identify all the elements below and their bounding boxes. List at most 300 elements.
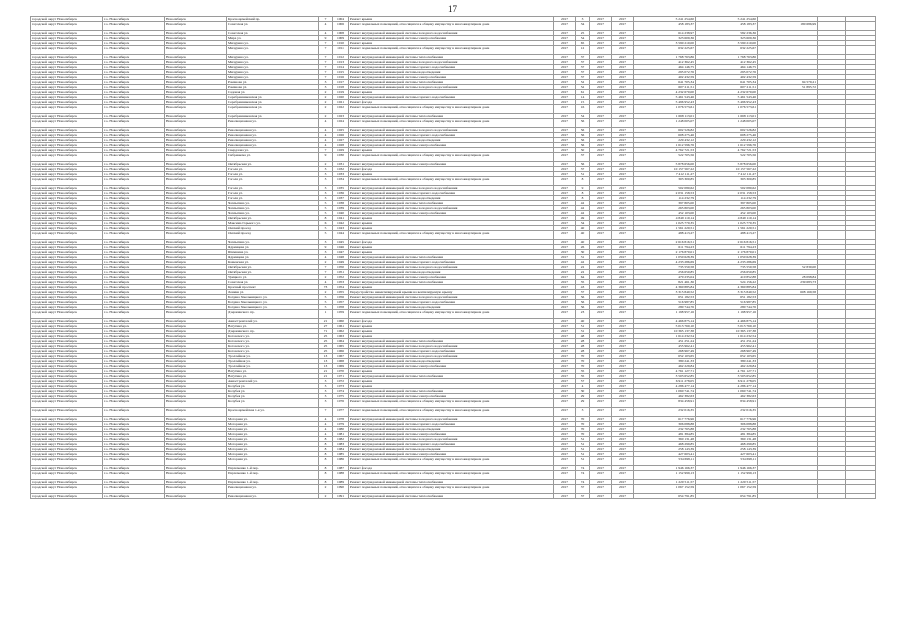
cell-sum-fund: 1 248 005,07	[696, 119, 758, 128]
cell-count: 26	[576, 245, 590, 250]
cell-year-start: 2017	[590, 280, 612, 285]
cell-area: городской округ Новосибирск	[31, 80, 103, 85]
cell-sum-fund: 1 614 232,54	[696, 334, 758, 339]
cell-work: Ремонт фасада	[349, 319, 554, 324]
cell-sum: 10 157 567,22	[634, 167, 696, 172]
cell-sum: 1 076 573,61	[634, 105, 696, 114]
cell-street: Омский проезд	[227, 231, 319, 240]
cell-year: 2017	[554, 138, 576, 143]
cell-sum-fund: 1 220 511,57	[696, 480, 758, 485]
cell-city: г.о. Новосибирск	[103, 319, 165, 324]
cell-id: 1088	[333, 471, 349, 480]
cell-sum-fund: 1 561 220,51	[696, 226, 758, 231]
cell-count: 42	[576, 201, 590, 206]
cell-count: 40	[576, 319, 590, 324]
cell-work: Ремонт внутридомовой инженерной системы электроснабжения	[349, 211, 554, 216]
cell-count: 40	[576, 240, 590, 245]
cell-year: 2017	[554, 466, 576, 471]
cell-year-end: 2017	[612, 31, 634, 36]
cell-year-start: 2017	[590, 349, 612, 354]
cell-sum: 651 182,53	[634, 295, 696, 300]
cell-house: 4	[319, 138, 333, 143]
cell-year: 2017	[554, 245, 576, 250]
cell-year: 2017	[554, 349, 576, 354]
cell-year-end: 2017	[612, 364, 634, 369]
cell-area: городской округ Новосибирск	[31, 22, 103, 31]
table-row	[31, 485, 876, 494]
cell-year-start: 2017	[590, 133, 612, 138]
cell-work: Ремонт подвальных помещений, относящихся к общему имуществу в многоквартирном доме	[349, 46, 554, 55]
cell-house: 27	[319, 324, 333, 329]
cell-year-end: 2017	[612, 191, 634, 196]
cell-count: 3	[576, 408, 590, 417]
cell-year-end: 2017	[612, 379, 634, 384]
cell-sum-extra	[758, 494, 818, 499]
cell-city: г.о. Новосибирск	[103, 339, 165, 344]
cell-house: 4	[319, 427, 333, 432]
cell-work: Ремонт крыши	[349, 17, 554, 22]
cell-street: Богдана Хмельницкого ул.	[227, 295, 319, 300]
cell-district: Новосибирск	[165, 432, 227, 437]
cell-city: г.о. Новосибирск	[103, 494, 165, 499]
cell-area: городской округ Новосибирск	[31, 437, 103, 442]
cell-year-end: 2017	[612, 186, 634, 191]
cell-house: 7	[319, 148, 333, 153]
cell-work: Ремонт внутридомовой инженерной системы теплоснабжения	[349, 339, 554, 344]
cell-district: Новосибирск	[165, 153, 227, 162]
cell-id: 1012	[333, 55, 349, 60]
cell-year: 2017	[554, 211, 576, 216]
cell-street: Мичурина ул.	[227, 41, 319, 46]
cell-sum: 5 461 543,46	[634, 95, 696, 100]
cell-count: 56	[576, 305, 590, 310]
cell-year-start: 2017	[590, 201, 612, 206]
cell-empty	[818, 399, 846, 408]
cell-year-end: 2017	[612, 240, 634, 245]
cell-area: городской округ Новосибирск	[31, 457, 103, 466]
cell-house: 7	[319, 70, 333, 75]
cell-id: 1006	[333, 22, 349, 31]
cell-sum-fund: 452 103,00	[696, 211, 758, 216]
cell-district: Новосибирск	[165, 364, 227, 369]
cell-sum-fund: 524 156,22	[696, 280, 758, 285]
cell-house: 73	[319, 285, 333, 290]
cell-year-end: 2017	[612, 260, 634, 265]
cell-street: Чаплыгина ул.	[227, 201, 319, 206]
cell-sum: 617 776,96	[634, 417, 696, 422]
cell-city: г.о. Новосибирск	[103, 417, 165, 422]
cell-year: 2017	[554, 167, 576, 172]
cell-id: 1042	[333, 221, 349, 226]
cell-sum: 1 768 763,86	[634, 55, 696, 60]
cell-area: городской округ Новосибирск	[31, 452, 103, 457]
cell-year-start: 2017	[590, 339, 612, 344]
cell-district: Новосибирск	[165, 85, 227, 90]
cell-id: 1029	[333, 148, 349, 153]
cell-sum-extra: 608 169,58	[758, 290, 818, 295]
cell-city: г.о. Новосибирск	[103, 285, 165, 290]
cell-id: 1014	[333, 65, 349, 70]
cell-city: г.о. Новосибирск	[103, 172, 165, 177]
cell-city: г.о. Новосибирск	[103, 270, 165, 275]
cell-city: г.о. Новосибирск	[103, 100, 165, 105]
cell-district: Новосибирск	[165, 245, 227, 250]
cell-year-end: 2017	[612, 442, 634, 447]
cell-sum-fund: 4 286 477,14	[696, 384, 758, 389]
cell-year-start: 2017	[590, 285, 612, 290]
cell-year-start: 2017	[590, 319, 612, 324]
cell-id: 1011	[333, 46, 349, 55]
cell-area: городской округ Новосибирск	[31, 216, 103, 221]
cell-district: Новосибирск	[165, 399, 227, 408]
cell-year-start: 2017	[590, 196, 612, 201]
cell-year: 2017	[554, 65, 576, 70]
cell-area: городской округ Новосибирск	[31, 379, 103, 384]
cell-year-end: 2017	[612, 329, 634, 334]
cell-count: 51	[576, 452, 590, 457]
cell-sum-fund: 2 031 158,53	[696, 191, 758, 196]
cell-sum-fund: 1 067 152,59	[696, 485, 758, 494]
cell-area: городской округ Новосибирск	[31, 226, 103, 231]
cell-district: Новосибирск	[165, 437, 227, 442]
cell-district: Новосибирск	[165, 310, 227, 319]
cell-empty	[818, 231, 846, 240]
cell-year: 2017	[554, 324, 576, 329]
cell-year-start: 2017	[590, 153, 612, 162]
cell-sum: 1 946 166,37	[634, 466, 696, 471]
cell-city: г.о. Новосибирск	[103, 148, 165, 153]
cell-street: Троллейная ул.	[227, 359, 319, 364]
cell-city: г.о. Новосибирск	[103, 379, 165, 384]
cell-sum: 3 590 210,00	[634, 41, 696, 46]
cell-city: г.о. Новосибирск	[103, 427, 165, 432]
cell-street: Октябрьская ул.	[227, 162, 319, 167]
cell-sum: 3 315 840,52	[634, 290, 696, 295]
cell-house: 5	[319, 300, 333, 305]
cell-city: г.о. Новосибирск	[103, 310, 165, 319]
cell-year-start: 2017	[590, 245, 612, 250]
cell-street: Революционная ул.	[227, 138, 319, 143]
cell-sum-fund: 1 050 628,39	[696, 255, 758, 260]
cell-count: 3	[576, 17, 590, 22]
cell-sum-fund: 4 232 670,00	[696, 90, 758, 95]
cell-house: 8	[319, 480, 333, 485]
cell-count: 35	[576, 369, 590, 374]
cell-sum: 452 103,00	[634, 211, 696, 216]
cell-year-start: 2017	[590, 186, 612, 191]
cell-sum-fund: 502 080,62	[696, 186, 758, 191]
cell-sum: 4 466 875,14	[634, 319, 696, 324]
cell-area: городской округ Новосибирск	[31, 422, 103, 427]
cell-area: городской округ Новосибирск	[31, 480, 103, 485]
cell-area: городской округ Новосибирск	[31, 65, 103, 70]
cell-year-start: 2017	[590, 354, 612, 359]
cell-street: Мичурина ул.	[227, 65, 319, 70]
cell-house: 3	[319, 384, 333, 389]
cell-year-start: 2017	[590, 85, 612, 90]
cell-year: 2017	[554, 471, 576, 480]
cell-city: г.о. Новосибирск	[103, 485, 165, 494]
cell-sum: 232 016,35	[634, 408, 696, 417]
cell-year: 2017	[554, 408, 576, 417]
cell-street: Шамшина ул.	[227, 250, 319, 255]
cell-year-start: 2017	[590, 310, 612, 319]
cell-id: 1033	[333, 172, 349, 177]
cell-house: 8	[319, 452, 333, 457]
cell-year-start: 2017	[590, 31, 612, 36]
cell-area: городской округ Новосибирск	[31, 177, 103, 186]
cell-year-end: 2017	[612, 399, 634, 408]
cell-street: Серебренниковская ул.	[227, 100, 319, 105]
cell-sum-fund: 458 183,37	[696, 22, 758, 31]
cell-year-end: 2017	[612, 334, 634, 339]
cell-id: 1027	[333, 138, 349, 143]
cell-district: Новосибирск	[165, 319, 227, 324]
cell-sum-fund: 1 060 741,74	[696, 389, 758, 394]
cell-house: 4	[319, 422, 333, 427]
cell-district: Новосибирск	[165, 128, 227, 133]
cell-area: городской округ Новосибирск	[31, 364, 103, 369]
cell-year-start: 2017	[590, 55, 612, 60]
table-row	[31, 22, 876, 31]
cell-work: Ремонт крыши	[349, 379, 554, 384]
cell-area: городской округ Новосибирск	[31, 334, 103, 339]
cell-area: городской округ Новосибирск	[31, 394, 103, 399]
cell-year: 2017	[554, 206, 576, 211]
cell-district: Новосибирск	[165, 41, 227, 46]
cell-year: 2017	[554, 399, 576, 408]
cell-city: г.о. Новосибирск	[103, 389, 165, 394]
cell-district: Новосибирск	[165, 480, 227, 485]
cell-house: 4	[319, 417, 333, 422]
cell-area: городской округ Новосибирск	[31, 196, 103, 201]
cell-id: 1075	[333, 394, 349, 399]
cell-id: 1064	[333, 339, 349, 344]
cell-area: городской округ Новосибирск	[31, 389, 103, 394]
cell-city: г.о. Новосибирск	[103, 41, 165, 46]
cell-year: 2017	[554, 46, 576, 55]
cell-id: 1074	[333, 389, 349, 394]
cell-house: 25	[319, 344, 333, 349]
cell-sum-extra: 51 895,72	[758, 85, 818, 90]
cell-year-end: 2017	[612, 447, 634, 452]
cell-area: городской округ Новосибирск	[31, 172, 103, 177]
cell-district: Новосибирск	[165, 80, 227, 85]
cell-sum: 2 176 870,01	[634, 250, 696, 255]
cell-house: 2	[319, 494, 333, 499]
cell-street: Мичурина ул.	[227, 75, 319, 80]
cell-work: Ремонт крыши	[349, 226, 554, 231]
cell-empty	[818, 46, 846, 55]
cell-area: городской округ Новосибирск	[31, 167, 103, 172]
cell-area: городской округ Новосибирск	[31, 280, 103, 285]
cell-year-start: 2017	[590, 324, 612, 329]
cell-street: Ватутина ул.	[227, 369, 319, 374]
cell-work: Ремонт внутридомовой инженерной системы электроснабжения	[349, 75, 554, 80]
cell-id: 1019	[333, 90, 349, 95]
cell-year: 2017	[554, 177, 576, 186]
cell-sum: 6 911 278,05	[634, 379, 696, 384]
cell-year-start: 2017	[590, 260, 612, 265]
cell-district: Новосибирск	[165, 369, 227, 374]
cell-sum-fund: 258 143,39	[696, 447, 758, 452]
cell-year-start: 2017	[590, 172, 612, 177]
cell-area: городской округ Новосибирск	[31, 95, 103, 100]
cell-id: 1035	[333, 186, 349, 191]
cell-house: 7	[319, 408, 333, 417]
cell-sum: 229 432,12	[634, 138, 696, 143]
cell-year-end: 2017	[612, 359, 634, 364]
cell-house: 2	[319, 105, 333, 114]
cell-empty	[818, 457, 846, 466]
cell-work: Ремонт внутридомовой инженерной системы холодного водоснабжения	[349, 186, 554, 191]
cell-street: Моторная ул.	[227, 432, 319, 437]
cell-district: Новосибирск	[165, 359, 227, 364]
cell-street: Советская ул.	[227, 31, 319, 36]
cell-area: городской округ Новосибирск	[31, 275, 103, 280]
cell-id: 1077	[333, 408, 349, 417]
cell-house: 2	[319, 100, 333, 105]
cell-sum-fund: 468 299,85	[696, 442, 758, 447]
cell-year-end: 2017	[612, 265, 634, 270]
cell-sum: 232 765,88	[634, 427, 696, 432]
cell-area: городской округ Новосибирск	[31, 191, 103, 196]
cell-city: г.о. Новосибирск	[103, 480, 165, 485]
cell-year-end: 2017	[612, 280, 634, 285]
cell-id: 1032	[333, 167, 349, 172]
cell-city: г.о. Новосибирск	[103, 31, 165, 36]
cell-count: 64	[576, 275, 590, 280]
cell-house: 6	[319, 221, 333, 226]
cell-district: Новосибирск	[165, 191, 227, 196]
cell-empty	[846, 119, 876, 128]
cell-sum-fund: 427 603,41	[696, 452, 758, 457]
cell-city: г.о. Новосибирск	[103, 447, 165, 452]
cell-id: 1030	[333, 153, 349, 162]
cell-house: 8	[319, 437, 333, 442]
cell-count: 8	[576, 177, 590, 186]
cell-count: 30	[576, 389, 590, 394]
cell-house: 5	[319, 206, 333, 211]
cell-year: 2017	[554, 389, 576, 394]
cell-year-start: 2017	[590, 95, 612, 100]
cell-sum: 4 762 721,53	[634, 148, 696, 153]
cell-year-end: 2017	[612, 324, 634, 329]
cell-work: Ремонт внутридомовой инженерной системы теплоснабжения	[349, 201, 554, 206]
cell-id: 1080	[333, 427, 349, 432]
cell-id: 1044	[333, 231, 349, 240]
cell-id: 1067	[333, 354, 349, 359]
cell-year-end: 2017	[612, 128, 634, 133]
cell-year-end: 2017	[612, 65, 634, 70]
cell-year: 2017	[554, 80, 576, 85]
cell-area: городской округ Новосибирск	[31, 162, 103, 167]
cell-sum-fund: 462 382,63	[696, 394, 758, 399]
cell-city: г.о. Новосибирск	[103, 75, 165, 80]
cell-count: 25	[576, 31, 590, 36]
cell-house: 4	[319, 432, 333, 437]
cell-house: 3	[319, 389, 333, 394]
cell-count: 70	[576, 427, 590, 432]
cell-year-end: 2017	[612, 196, 634, 201]
cell-year-start: 2017	[590, 100, 612, 105]
cell-street: Октябрьская ул.	[227, 265, 319, 270]
cell-area: городской округ Новосибирск	[31, 427, 103, 432]
cell-id: 1052	[333, 275, 349, 280]
cell-sum-fund: 488 413,27	[696, 231, 758, 240]
cell-year-start: 2017	[590, 422, 612, 427]
cell-city: г.о. Новосибирск	[103, 255, 165, 260]
cell-work: Ремонт внутридомовой инженерной системы холодного водоснабжения	[349, 437, 554, 442]
cell-year: 2017	[554, 216, 576, 221]
cell-year: 2017	[554, 374, 576, 379]
cell-sum-extra: 52 830,00	[758, 265, 818, 270]
cell-year-start: 2017	[590, 379, 612, 384]
cell-year-end: 2017	[612, 201, 634, 206]
cell-district: Новосибирск	[165, 389, 227, 394]
cell-area: городской округ Новосибирск	[31, 148, 103, 153]
cell-sum: 834 458,91	[634, 399, 696, 408]
cell-house: 21	[319, 369, 333, 374]
cell-sum: 4 849 110,14	[634, 216, 696, 221]
cell-area: городской округ Новосибирск	[31, 46, 103, 55]
cell-district: Новосибирск	[165, 231, 227, 240]
cell-sum: 451 251,24	[634, 339, 696, 344]
cell-year-end: 2017	[612, 480, 634, 485]
cell-year-end: 2017	[612, 90, 634, 95]
cell-empty	[846, 408, 876, 417]
cell-year-start: 2017	[590, 36, 612, 41]
cell-sum: 412 362,45	[634, 60, 696, 65]
cell-sum: 1 614 232,54	[634, 334, 696, 339]
cell-count: 56	[576, 162, 590, 167]
cell-id: 1063	[333, 334, 349, 339]
cell-id: 1036	[333, 191, 349, 196]
cell-work: Ремонт внутридомовой инженерной системы холодного водоснабжения	[349, 354, 554, 359]
cell-district: Новосибирск	[165, 172, 227, 177]
cell-year-start: 2017	[590, 162, 612, 167]
cell-sum-extra	[758, 399, 818, 408]
cell-work: Ремонт внутридомовой инженерной системы холодного водоснабжения	[349, 295, 554, 300]
cell-street: Богдана Хмельницкого ул.	[227, 300, 319, 305]
cell-year-end: 2017	[612, 310, 634, 319]
cell-year-start: 2017	[590, 17, 612, 22]
cell-street: Советская ул.	[227, 22, 319, 31]
cell-street: Мичурина ул.	[227, 70, 319, 75]
cell-city: г.о. Новосибирск	[103, 46, 165, 55]
cell-work: Ремонт внутридомовой инженерной системы теплоснабжения	[349, 374, 554, 379]
cell-count: 56	[576, 133, 590, 138]
cell-sum-fund: 464 146,75	[696, 65, 758, 70]
cell-sum-fund: 265 803,00	[696, 206, 758, 211]
cell-sum: 821 461,36	[634, 280, 696, 285]
cell-sum: 470 235,04	[634, 275, 696, 280]
cell-house: 25	[319, 339, 333, 344]
cell-work: Ремонт крыши	[349, 148, 554, 153]
cell-area: городской округ Новосибирск	[31, 485, 103, 494]
cell-count: 56	[576, 295, 590, 300]
cell-count: 74	[576, 466, 590, 471]
cell-empty	[818, 177, 846, 186]
cell-year-end: 2017	[612, 211, 634, 216]
cell-count: 16	[576, 105, 590, 114]
cell-sum: 1 668 113,01	[634, 114, 696, 119]
table-body	[31, 17, 876, 499]
cell-sum: 468 299,85	[634, 442, 696, 447]
cell-year-end: 2017	[612, 275, 634, 280]
cell-year-end: 2017	[612, 295, 634, 300]
table-row	[31, 471, 876, 480]
